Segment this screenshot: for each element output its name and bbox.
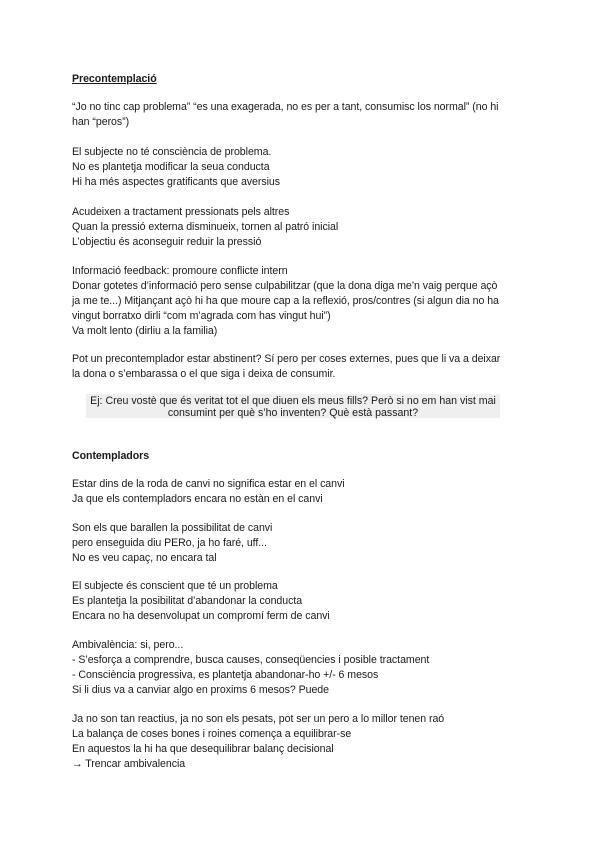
paragraph-line: Pot un precontemplador estar abstinent? Sí pero per coses externes, pues que li va a deixar: [72, 353, 501, 365]
paragraph-line: han “peros”): [72, 116, 130, 128]
paragraph-line: No es veu capaç, no encara tal: [72, 552, 217, 564]
paragraph-line: ja me te...) Mitjançant açò hi ha que moure cap a la reflexió, pros/contres (si algun dia no ha: [72, 295, 499, 307]
paragraph-line: L’objectiu és aconseguir reduir la pressió: [72, 236, 262, 248]
paragraph-line: Informació feedback: promoure conflicte intern: [72, 265, 288, 277]
paragraph-line: - Consciència progressiva, es plantetja abandonar-ho +/- 6 mesos: [72, 669, 379, 681]
paragraph-line: vingut borratxo dirli “com m’agrada com has vingut hui”): [72, 310, 331, 322]
paragraph-line: Son els que barallen la possibilitat de canvi: [72, 522, 273, 534]
paragraph-line: El subjecte no té consciència de problema.: [72, 146, 272, 158]
paragraph-line: Hi ha més aspectes gratificants que aversius: [72, 176, 281, 188]
paragraph-line: La balança de coses bones i roines comença a equilibrar-se: [72, 728, 352, 740]
paragraph-line: No es plantetja modificar la seua conducta: [72, 161, 270, 173]
example-line: consumint per què s’ho inventen? Què està passant?: [167, 407, 419, 419]
paragraph-line: → Trencar ambivalencia: [72, 758, 186, 770]
paragraph-line: Si li dius va a canviar algo en proxims 6 mesos? Puede: [72, 684, 329, 696]
paragraph-line: Donar gotetes d’informació pero sense culpabilitzar (que la dona diga me’n vaig perque açò: [72, 280, 498, 292]
paragraph-line: Va molt lento (dirliu a la familia): [72, 325, 218, 337]
paragraph-line: Ja que els contempladors encara no estàn en el canvi: [72, 493, 323, 505]
paragraph-line: Acudeixen a tractament pressionats pels altres: [72, 206, 290, 218]
paragraph-line: Estar dins de la roda de canvi no significa estar en el canvi: [72, 478, 345, 490]
paragraph-line: En aquestos la hi ha que desequilibrar balanç decisional: [72, 743, 334, 755]
paragraph-line: Encara no ha desenvolupat un compromí ferm de canvi: [72, 610, 330, 622]
paragraph-line: El subjecte és conscient que té un problema: [72, 580, 278, 592]
example-line: Ej: Creu vostè que és veritat tot el que diuen els meus fills? Però si no em han vist mai: [90, 395, 496, 407]
paragraph-line: pero enseguida diu PERo, ja ho faré, uff...: [72, 537, 267, 549]
paragraph-line: - S’esforça a comprendre, busca causes, conseqüencies i posible tractament: [72, 654, 430, 666]
paragraph-line: Es plantetja la posibilitat d’abandonar la conducta: [72, 595, 303, 607]
section-heading-precontemplacio: Precontemplació: [72, 73, 157, 85]
section-heading-contempladors: Contempladors: [72, 450, 150, 462]
paragraph-line: la dona o s’embarassa o el que siga i deixa de consumir.: [72, 368, 336, 380]
paragraph-line: Ambivalència: si, pero...: [72, 639, 184, 651]
paragraph-line: Ja no son tan reactius, ja no son els pesats, pot ser un pero a lo millor tenen raó: [72, 713, 445, 725]
paragraph-line: “Jo no tinc cap problema” “es una exagerada, no es per a tant, consumisc los normal” (no hi: [72, 101, 499, 113]
paragraph-line: Quan la pressió externa disminueix, tornen al patró inicial: [72, 221, 339, 233]
